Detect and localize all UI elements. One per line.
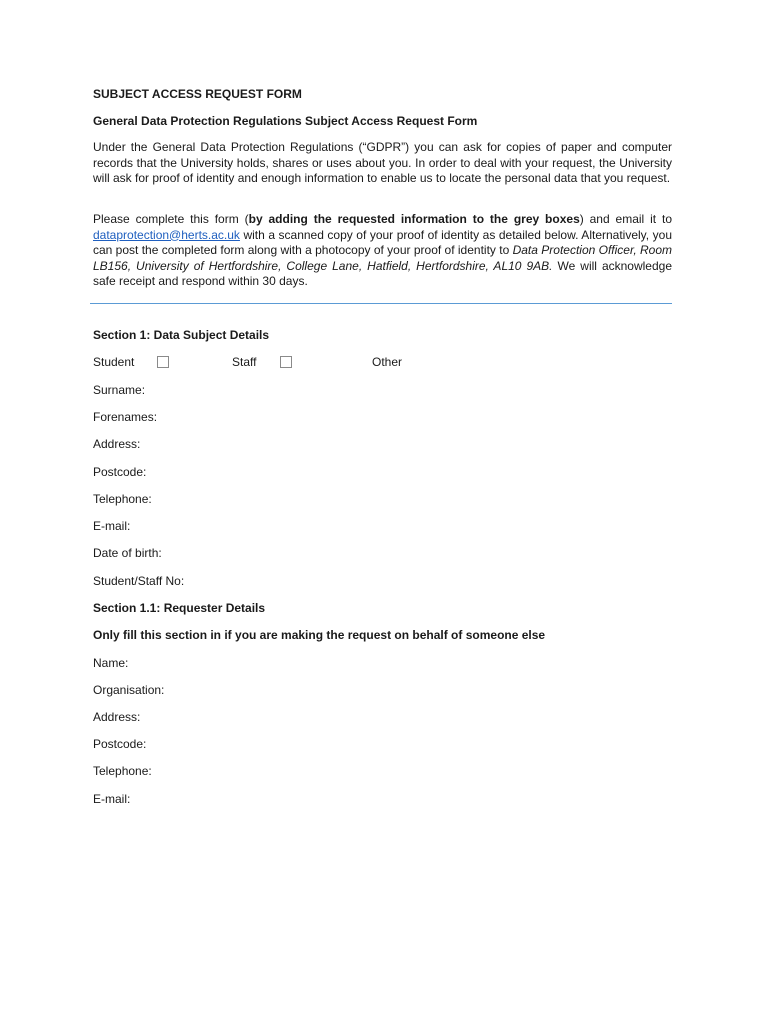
instructions-bold: by adding the requested information to the grey boxes [248,212,580,226]
instructions-pre: Please complete this form ( [93,212,249,226]
section1-heading: Section 1: Data Subject Details [93,328,270,342]
requester-email-label: E-mail: [93,792,131,806]
postcode-label: Postcode: [93,465,147,479]
telephone-label: Telephone: [93,492,152,506]
surname-label: Surname: [93,383,146,397]
requester-organisation-label: Organisation: [93,683,165,697]
requester-address-label: Address: [93,710,141,724]
instructions-paragraph [93,212,672,290]
email-label: E-mail: [93,519,131,533]
requester-postcode-label: Postcode: [93,737,147,751]
section11-heading: Section 1.1: Requester Details [93,601,266,615]
instructions-after-email: with a scanned copy of your proof of identity as detailed below. Alternatively, you can post the completed form along with a photocopy of your proof of identity to [93,227,672,257]
student-staff-no-label: Student/Staff No: [93,574,185,588]
email-link[interactable]: dataprotection@herts.ac.uk [93,227,240,242]
dob-label: Date of birth: [93,546,162,560]
postal-address: Data Protection Officer, Room LB156, University of Hertfordshire, College Lane, Hatfield, Hertfordshire, AL10 9AB. [93,243,672,273]
form-subtitle: General Data Protection Regulations Subject Access Request Form [93,114,478,128]
instructions-closing: We will acknowledge safe receipt and respond within 30 days. [93,258,672,288]
instructions-text [93,212,672,290]
staff-checkbox[interactable] [280,356,292,368]
other-option-label: Other [372,355,403,369]
form-title: SUBJECT ACCESS REQUEST FORM [93,87,302,101]
section11-note: Only fill this section in if you are making the request on behalf of someone else [93,628,546,642]
intro-paragraph [93,140,672,187]
student-option-label: Student [93,355,135,369]
requester-telephone-label: Telephone: [93,764,152,778]
requester-name-label: Name: [93,656,129,670]
instructions-post: ) and email it to [579,212,672,226]
staff-option-label: Staff [232,355,257,369]
address-label: Address: [93,437,141,451]
intro-text: Under the General Data Protection Regulations (“GDPR”) you can ask for copies of paper and computer records that the University holds, shares or uses about you. In order to deal with your request, the University will ask for proof of identity and enough information to enable us to locate the personal data that you request. [93,140,672,185]
forenames-label: Forenames: [93,410,158,424]
section-divider [90,303,672,304]
student-checkbox[interactable] [157,356,169,368]
